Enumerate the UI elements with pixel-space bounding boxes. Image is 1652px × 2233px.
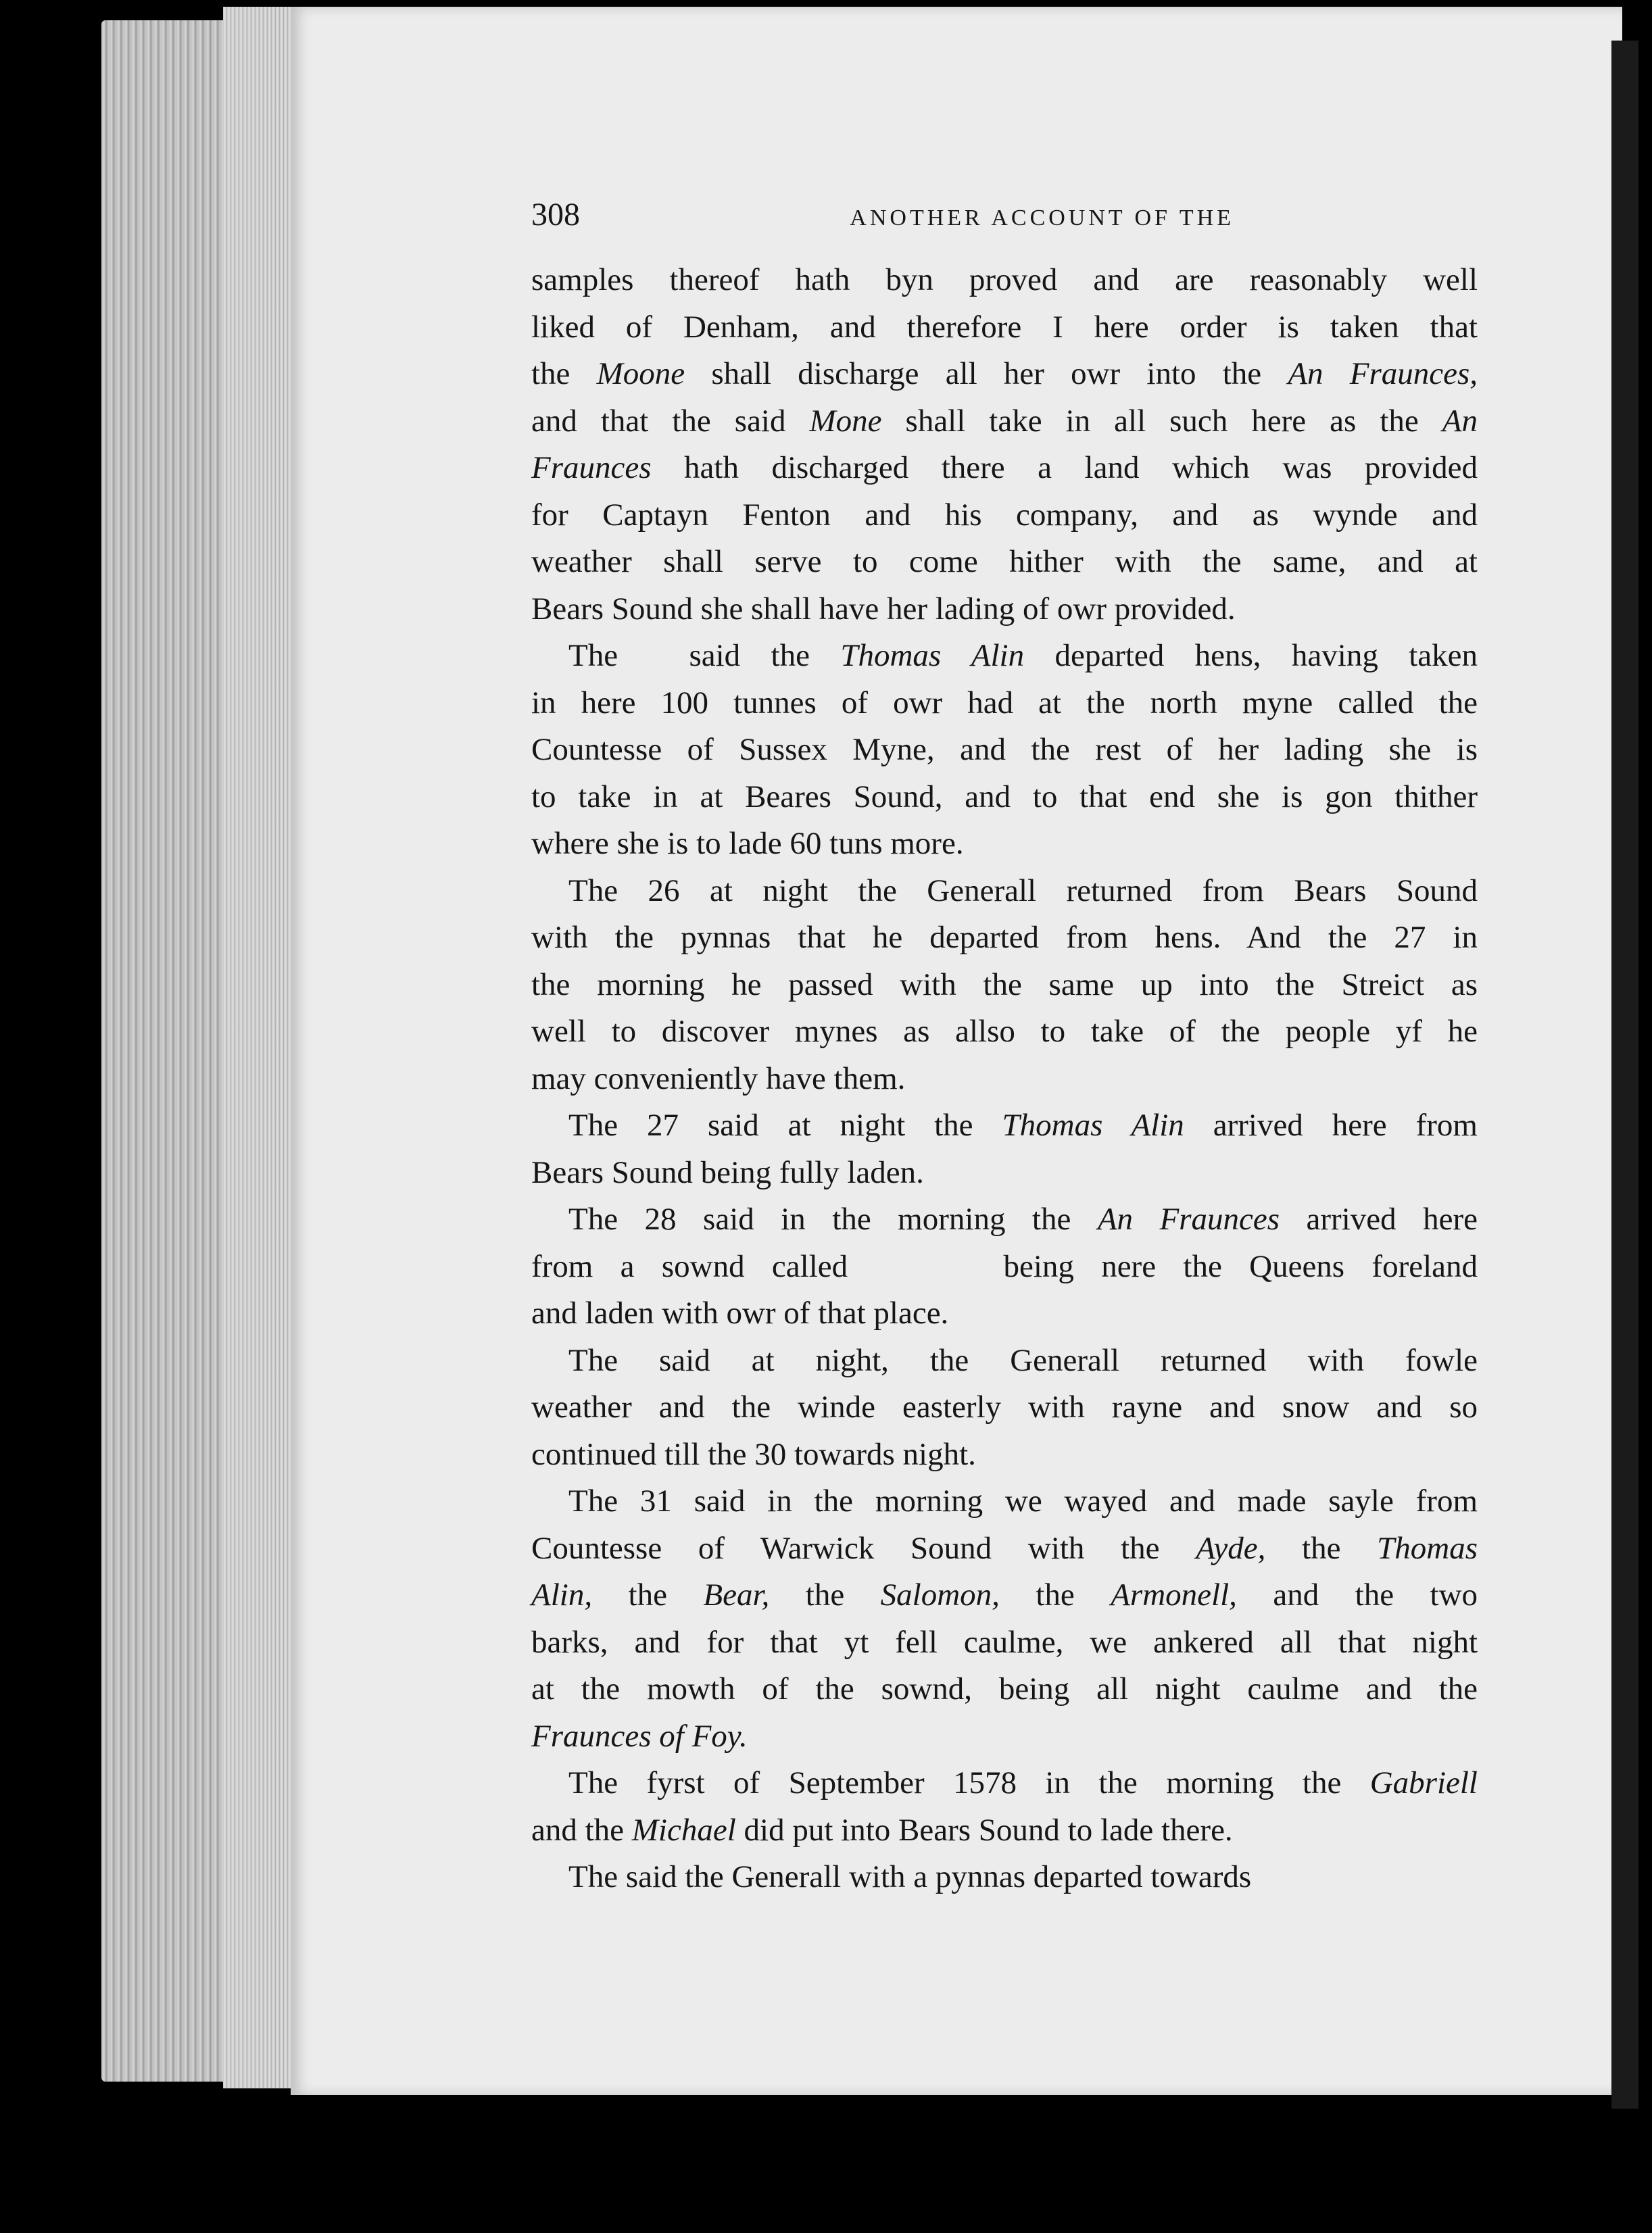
text-line: [531, 539, 1478, 586]
italic-name: Thomas Alin: [840, 638, 1025, 673]
italic-name: Salomon,: [880, 1577, 1000, 1613]
text-line: [531, 1760, 1478, 1807]
page-text-block: [531, 196, 1478, 1901]
page-header: [531, 196, 1234, 257]
text-run: at the mowth of the sownd, being all night caulme and the: [531, 1671, 1478, 1707]
text-run: for Captayn Fenton and his company, and as wynde and: [531, 497, 1478, 533]
italic-name: Alin,: [531, 1577, 593, 1613]
text-line: [531, 1572, 1478, 1619]
text-line: [531, 1666, 1478, 1713]
text-line: [531, 1056, 1478, 1103]
text-run: Countesse of Warwick Sound with the: [531, 1530, 1196, 1566]
text-line: [531, 820, 1478, 868]
text-line: [531, 351, 1478, 398]
italic-name: An Fraunces,: [1288, 356, 1478, 391]
italic-name: Ayde,: [1196, 1530, 1266, 1566]
text-run: arrived here: [1280, 1202, 1478, 1237]
text-line: [531, 1619, 1478, 1667]
text-line: [531, 1854, 1478, 1901]
text-run: Bears Sound she shall have her lading of owr provided.: [531, 591, 1236, 627]
text-run: departed hens, having taken: [1024, 638, 1478, 673]
text-run: and the two: [1236, 1577, 1478, 1613]
text-line: [531, 398, 1478, 445]
text-run: The: [568, 638, 649, 673]
text-run: and laden with owr of that place.: [531, 1296, 949, 1331]
italic-name: An: [1442, 403, 1478, 439]
text-run: The said the Generall with a pynnas departed towards: [568, 1859, 1252, 1894]
text-line: [531, 1244, 1478, 1291]
text-line: [531, 1807, 1478, 1855]
text-line: [531, 680, 1478, 727]
italic-name: Michael: [631, 1812, 736, 1848]
book-gutter-shadow: [1611, 41, 1638, 2109]
text-line: [531, 868, 1478, 915]
text-line: [531, 304, 1478, 351]
text-run: Countesse of Sussex Myne, and the rest of her lading she is: [531, 732, 1478, 767]
text-run: may conveniently have them.: [531, 1060, 906, 1096]
text-run: to take in at Beares Sound, and to that end she is gon thither: [531, 779, 1478, 814]
text-run: the morning he passed with the same up into the Streict as: [531, 966, 1478, 1002]
italic-name: Moone: [596, 356, 685, 391]
text-run: being nere the Queens foreland: [1003, 1248, 1478, 1284]
italic-name: Fraunces of Foy.: [531, 1718, 748, 1754]
text-line: [531, 1525, 1478, 1573]
text-line: [531, 727, 1478, 774]
text-line: [531, 492, 1478, 539]
italic-name: Fraunces: [531, 450, 652, 485]
text-run: weather shall serve to come hither with the same, and at: [531, 544, 1478, 579]
text-line: [531, 914, 1478, 962]
text-run: the: [592, 1577, 704, 1613]
text-run: and that the said: [531, 403, 810, 439]
text-run: where she is to lade 60 tuns more.: [531, 826, 964, 861]
text-run: said the: [689, 638, 841, 673]
text-run: did put into Bears Sound to lade there.: [735, 1812, 1233, 1848]
text-line: [531, 962, 1478, 1009]
text-line: [531, 1290, 1478, 1338]
text-run: barks, and for that yt fell caulme, we ankered all that night: [531, 1624, 1478, 1660]
text-run: the: [1265, 1530, 1378, 1566]
text-run: Bears Sound being fully laden.: [531, 1154, 924, 1190]
text-run: continued till the 30 towards night.: [531, 1436, 976, 1472]
text-line: [531, 1338, 1478, 1385]
italic-name: Mone: [809, 403, 882, 439]
italic-name: Thomas: [1377, 1530, 1478, 1566]
italic-name: Armonell,: [1111, 1577, 1237, 1613]
text-line: [531, 633, 1478, 680]
text-run: in here 100 tunnes of owr had at the north myne called the: [531, 685, 1478, 720]
text-run: the: [531, 356, 597, 391]
text-line: [531, 1102, 1478, 1150]
text-line: [531, 1196, 1478, 1244]
text-run: The fyrst of September 1578 in the morning the: [568, 1765, 1370, 1800]
text-run: the: [999, 1577, 1111, 1613]
text-run: shall take in all such here as the: [881, 403, 1442, 439]
running-head: ANOTHER ACCOUNT OF THE: [850, 205, 1234, 230]
text-run: hath discharged there a land which was provided: [651, 450, 1478, 485]
text-line: [531, 1150, 1478, 1197]
text-run: from a sownd called: [531, 1248, 875, 1284]
text-line: [531, 1713, 1478, 1761]
italic-name: Gabriell: [1369, 1765, 1478, 1800]
text-line: [531, 586, 1478, 633]
text-run: and the: [531, 1812, 632, 1848]
text-run: shall discharge all her owr into the: [685, 356, 1288, 391]
text-run: well to discover mynes as allso to take of the people yf he: [531, 1014, 1478, 1049]
text-line: [531, 1008, 1478, 1056]
page-number: 308: [531, 197, 580, 232]
italic-name: An Fraunces: [1097, 1202, 1280, 1237]
text-run: weather and the winde easterly with rayne and snow and so: [531, 1390, 1478, 1425]
italic-name: Thomas Alin: [1002, 1108, 1184, 1143]
text-run: with the pynnas that he departed from hens. And the 27 in: [531, 920, 1478, 955]
italic-name: Bear,: [703, 1577, 770, 1613]
text-run: The said at night, the Generall returned with fowle: [568, 1342, 1478, 1378]
body-text: [531, 257, 1478, 1901]
text-line: [531, 445, 1478, 492]
text-run: The 27 said at night the: [568, 1108, 1002, 1143]
text-run: The 26 at night the Generall returned from Bears Sound: [568, 873, 1478, 908]
text-run: The 28 said in the morning the: [568, 1202, 1098, 1237]
text-line: [531, 1431, 1478, 1479]
text-line: [531, 1384, 1478, 1431]
text-run: samples thereof hath byn proved and are reasonably well: [531, 262, 1478, 297]
text-run: arrived here from: [1184, 1108, 1478, 1143]
text-run: the: [769, 1577, 881, 1613]
text-run: The 31 said in the morning we wayed and made sayle from: [568, 1483, 1478, 1519]
text-line: [531, 774, 1478, 821]
text-line: [531, 1478, 1478, 1525]
text-line: [531, 257, 1478, 304]
text-run: liked of Denham, and therefore I here order is taken that: [531, 309, 1478, 345]
